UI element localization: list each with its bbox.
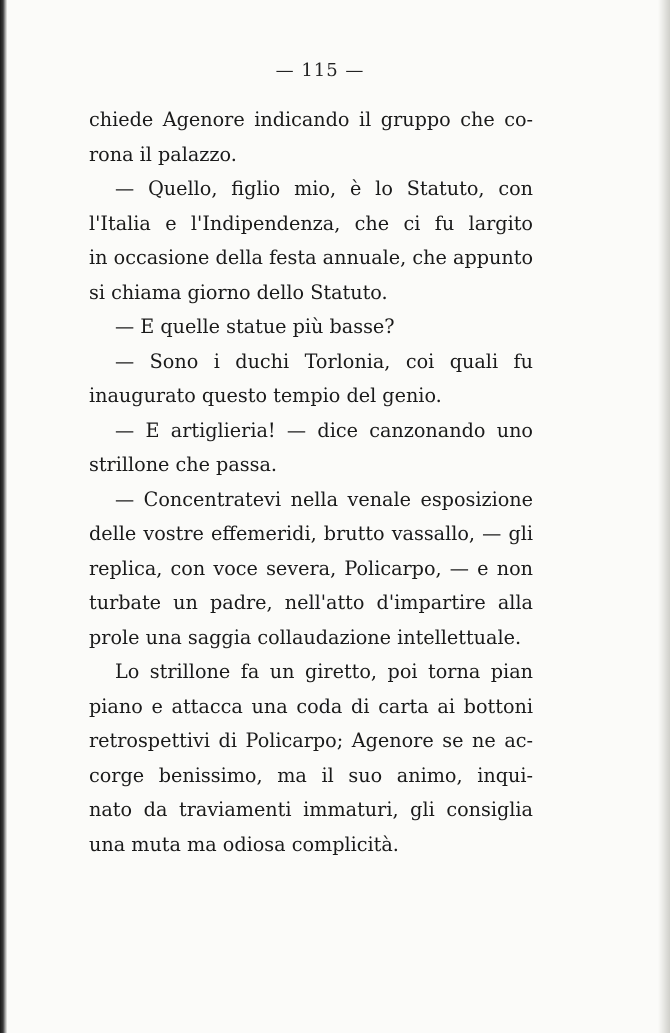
text-line: — E artiglieria! — dice canzonando uno [115, 418, 533, 442]
text-line: delle vostre effemeridi, brutto vassallo, — gli [89, 522, 533, 545]
text-line: l'Italia e l'Indipendenza, che ci fu largito [89, 211, 533, 235]
paragraph [89, 310, 533, 345]
text-line: rona il palazzo. [89, 142, 237, 166]
text-line: — E quelle statue più basse? [115, 315, 395, 338]
text-line: chiede Agenore indicando il gruppo che co- [89, 108, 533, 131]
page-number: — 115 — [275, 60, 365, 81]
text-line: in occasione della festa annuale, che appunto [89, 246, 533, 269]
text-line: una muta ma odiosa complicità. [89, 832, 399, 856]
text-line: prole una saggia collaudazione intellettuale. [89, 625, 522, 649]
paragraph [89, 172, 533, 310]
text-line: inaugurato questo tempio del genio. [89, 384, 442, 407]
text-line: strillone che passa. [89, 453, 278, 476]
text-line: piano e attacca una coda di carta ai bottoni [89, 694, 533, 718]
paragraph [89, 345, 533, 414]
paragraph [89, 103, 533, 172]
body-text [89, 103, 533, 862]
paragraph [89, 483, 533, 656]
text-line: si chiama giorno dello Statuto. [89, 280, 388, 304]
text-line: — Quello, figlio mio, è lo Statuto, con [115, 177, 533, 200]
text-line: — Sono i duchi Torlonia, coi quali fu [115, 349, 533, 373]
paragraph [89, 655, 533, 862]
text-line: corge benissimo, ma il suo animo, inqui- [89, 763, 533, 787]
text-line: nato da traviamenti immaturi, gli consiglia [89, 798, 533, 821]
text-line: replica, con voce severa, Policarpo, — e non [89, 556, 533, 580]
page-right-edge [658, 0, 670, 1033]
text-line: turbate un padre, nell'atto d'impartire alla [89, 591, 533, 614]
text-line: retrospettivi di Policarpo; Agenore se ne ac- [89, 729, 533, 752]
text-line: Lo strillone fa un giretto, poi torna pian [115, 660, 533, 683]
page-binding-edge [0, 0, 7, 1033]
paragraph [89, 414, 533, 483]
text-line: — Concentratevi nella venale esposizione [115, 487, 533, 511]
